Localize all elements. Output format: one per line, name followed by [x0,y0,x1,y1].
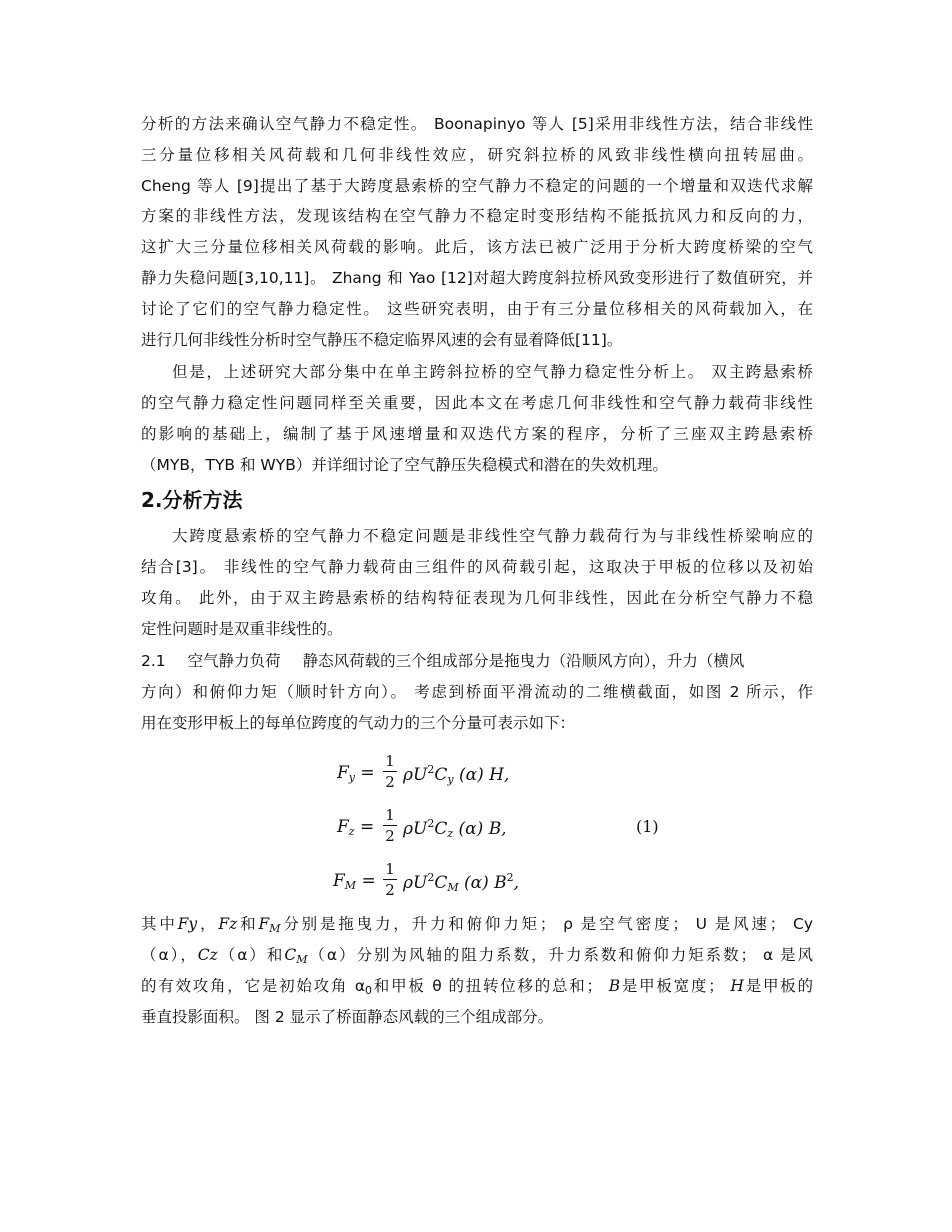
equation-block: $F_y$ = 1 2 $\rho U^2C_y$ (α) H, $F_z$ = 1 2 $\rho U^2C_z$ (α) B, $F_M$ = 1 2 $\rho U^2C_M$ (α) $B^2$, [333,752,520,899]
equation-rhs: $\rho U^2C_y$ (α) H, [403,763,510,786]
subsection-first-line-text: 静态风荷载的三个组成部分是拖曳力（沿顺风方向），升力（横风 [302,652,745,670]
paragraph-4-line-1: 其中Fy，Fz和$F_M$分别是拖曳力，升力和俯仰力矩； ρ 是空气密度； U 是风速； Cy [141,915,813,935]
paragraph-1-line-4: 方案的非线性方法，发现该结构在空气静力不稳定时变形结构不能抵抗风力和反向的力， [141,207,813,225]
paragraph-4-line-2: （α），Cz（α）和$C_M(\alpha)$分别为风轴的阻力系数，升力系数和俯仰力矩系数； α 是风 [141,946,813,966]
subsection-first-line [141,651,813,671]
equation-lhs: $F_y$ = [337,763,375,784]
paragraph-1-line-5: 这扩大三分量位移相关风荷载的影响。此后，该方法已被广泛用于分析大跨度桥梁的空气 [141,238,813,256]
subsection-line-2: 方向）和俯仰力矩（顺时针方向）。 考虑到桥面平滑流动的二维横截面，如图 2 所示，作 [141,683,813,701]
equation-lhs: $F_M$ = [333,871,376,892]
paragraph-1-line-7: 讨论了它们的空气静力稳定性。 这些研究表明，由于有三分量位移相关的风荷载加入，在 [141,300,813,318]
subsection-number: 2.1 [141,652,166,670]
paragraph-3-line-4: 定性问题时是双重非线性的。 [141,620,343,638]
paragraph-3-line-1: 大跨度悬索桥的空气静力不稳定问题是非线性空气静力载荷行为与非线性桥梁响应的 [172,527,813,545]
paragraph-3-line-3: 攻角。 此外，由于双主跨悬索桥的结构特征表现为几何非线性，因此在分析空气静力不稳 [141,589,813,607]
paragraph-2-line-2: 的空气静力稳定性问题同样至关重要，因此本文在考虑几何非线性和空气静力载荷非线性 [141,394,813,412]
equation-number: (1) [636,817,659,836]
paragraph-2-line-3: 的影响的基础上，编制了基于风速增量和双迭代方案的程序，分析了三座双主跨悬索桥 [141,425,813,443]
paragraph-4-line-3: 的有效攻角，它是初始攻角 $\alpha_0$和甲板 θ 的扭转位移的总和； B是甲板宽度； H是甲板的 [141,977,813,997]
subsection-title: 空气静力负荷 [187,652,281,670]
paragraph-1-line-2: 三分量位移相关风荷载和几何非线性效应，研究斜拉桥的风致非线性横向扭转屈曲。 [141,146,813,164]
equation-rhs: $\rho U^2C_M$ (α) $B^2$, [403,871,520,894]
paragraph-1-line-6: 静力失稳问题[3,10,11]。 Zhang 和 Yao [12]对超大跨度斜拉桥风致变形进行了数值研究，并 [141,269,813,287]
paragraph-3-line-2: 结合[3]。 非线性的空气静力载荷由三组件的风荷载引起，这取决于甲板的位移以及初始 [141,558,813,576]
section-heading: 2.分析方法 [141,488,243,512]
equation-lhs: $F_z$ = [337,817,375,838]
equation-rhs: $\rho U^2C_z$ (α) B, [403,817,507,840]
paragraph-4-line-4: 垂直投影面积。 图 2 显示了桥面静态风载的三个组成部分。 [141,1008,554,1026]
paragraph-1-line-1: 分析的方法来确认空气静力不稳定性。 Boonapinyo 等人 [5]采用非线性方法，结合非线性 [141,115,813,133]
paragraph-2-line-4: （MYB，TYB 和 WYB）并详细讨论了空气静压失稳模式和潜在的失效机理。 [141,456,668,474]
subsection-line-3: 用在变形甲板上的每单位跨度的气动力的三个分量可表示如下： [141,714,576,732]
paragraph-1-line-8: 进行几何非线性分析时空气静压不稳定临界风速的会有显着降低[11]。 [141,331,623,349]
paragraph-2-line-1: 但是，上述研究大部分集中在单主跨斜拉桥的空气静力稳定性分析上。 双主跨悬索桥 [172,363,813,381]
paragraph-1-line-3: Cheng 等人 [9]提出了基于大跨度悬索桥的空气静力不稳定的问题的一个增量和双迭代求解 [141,177,813,195]
